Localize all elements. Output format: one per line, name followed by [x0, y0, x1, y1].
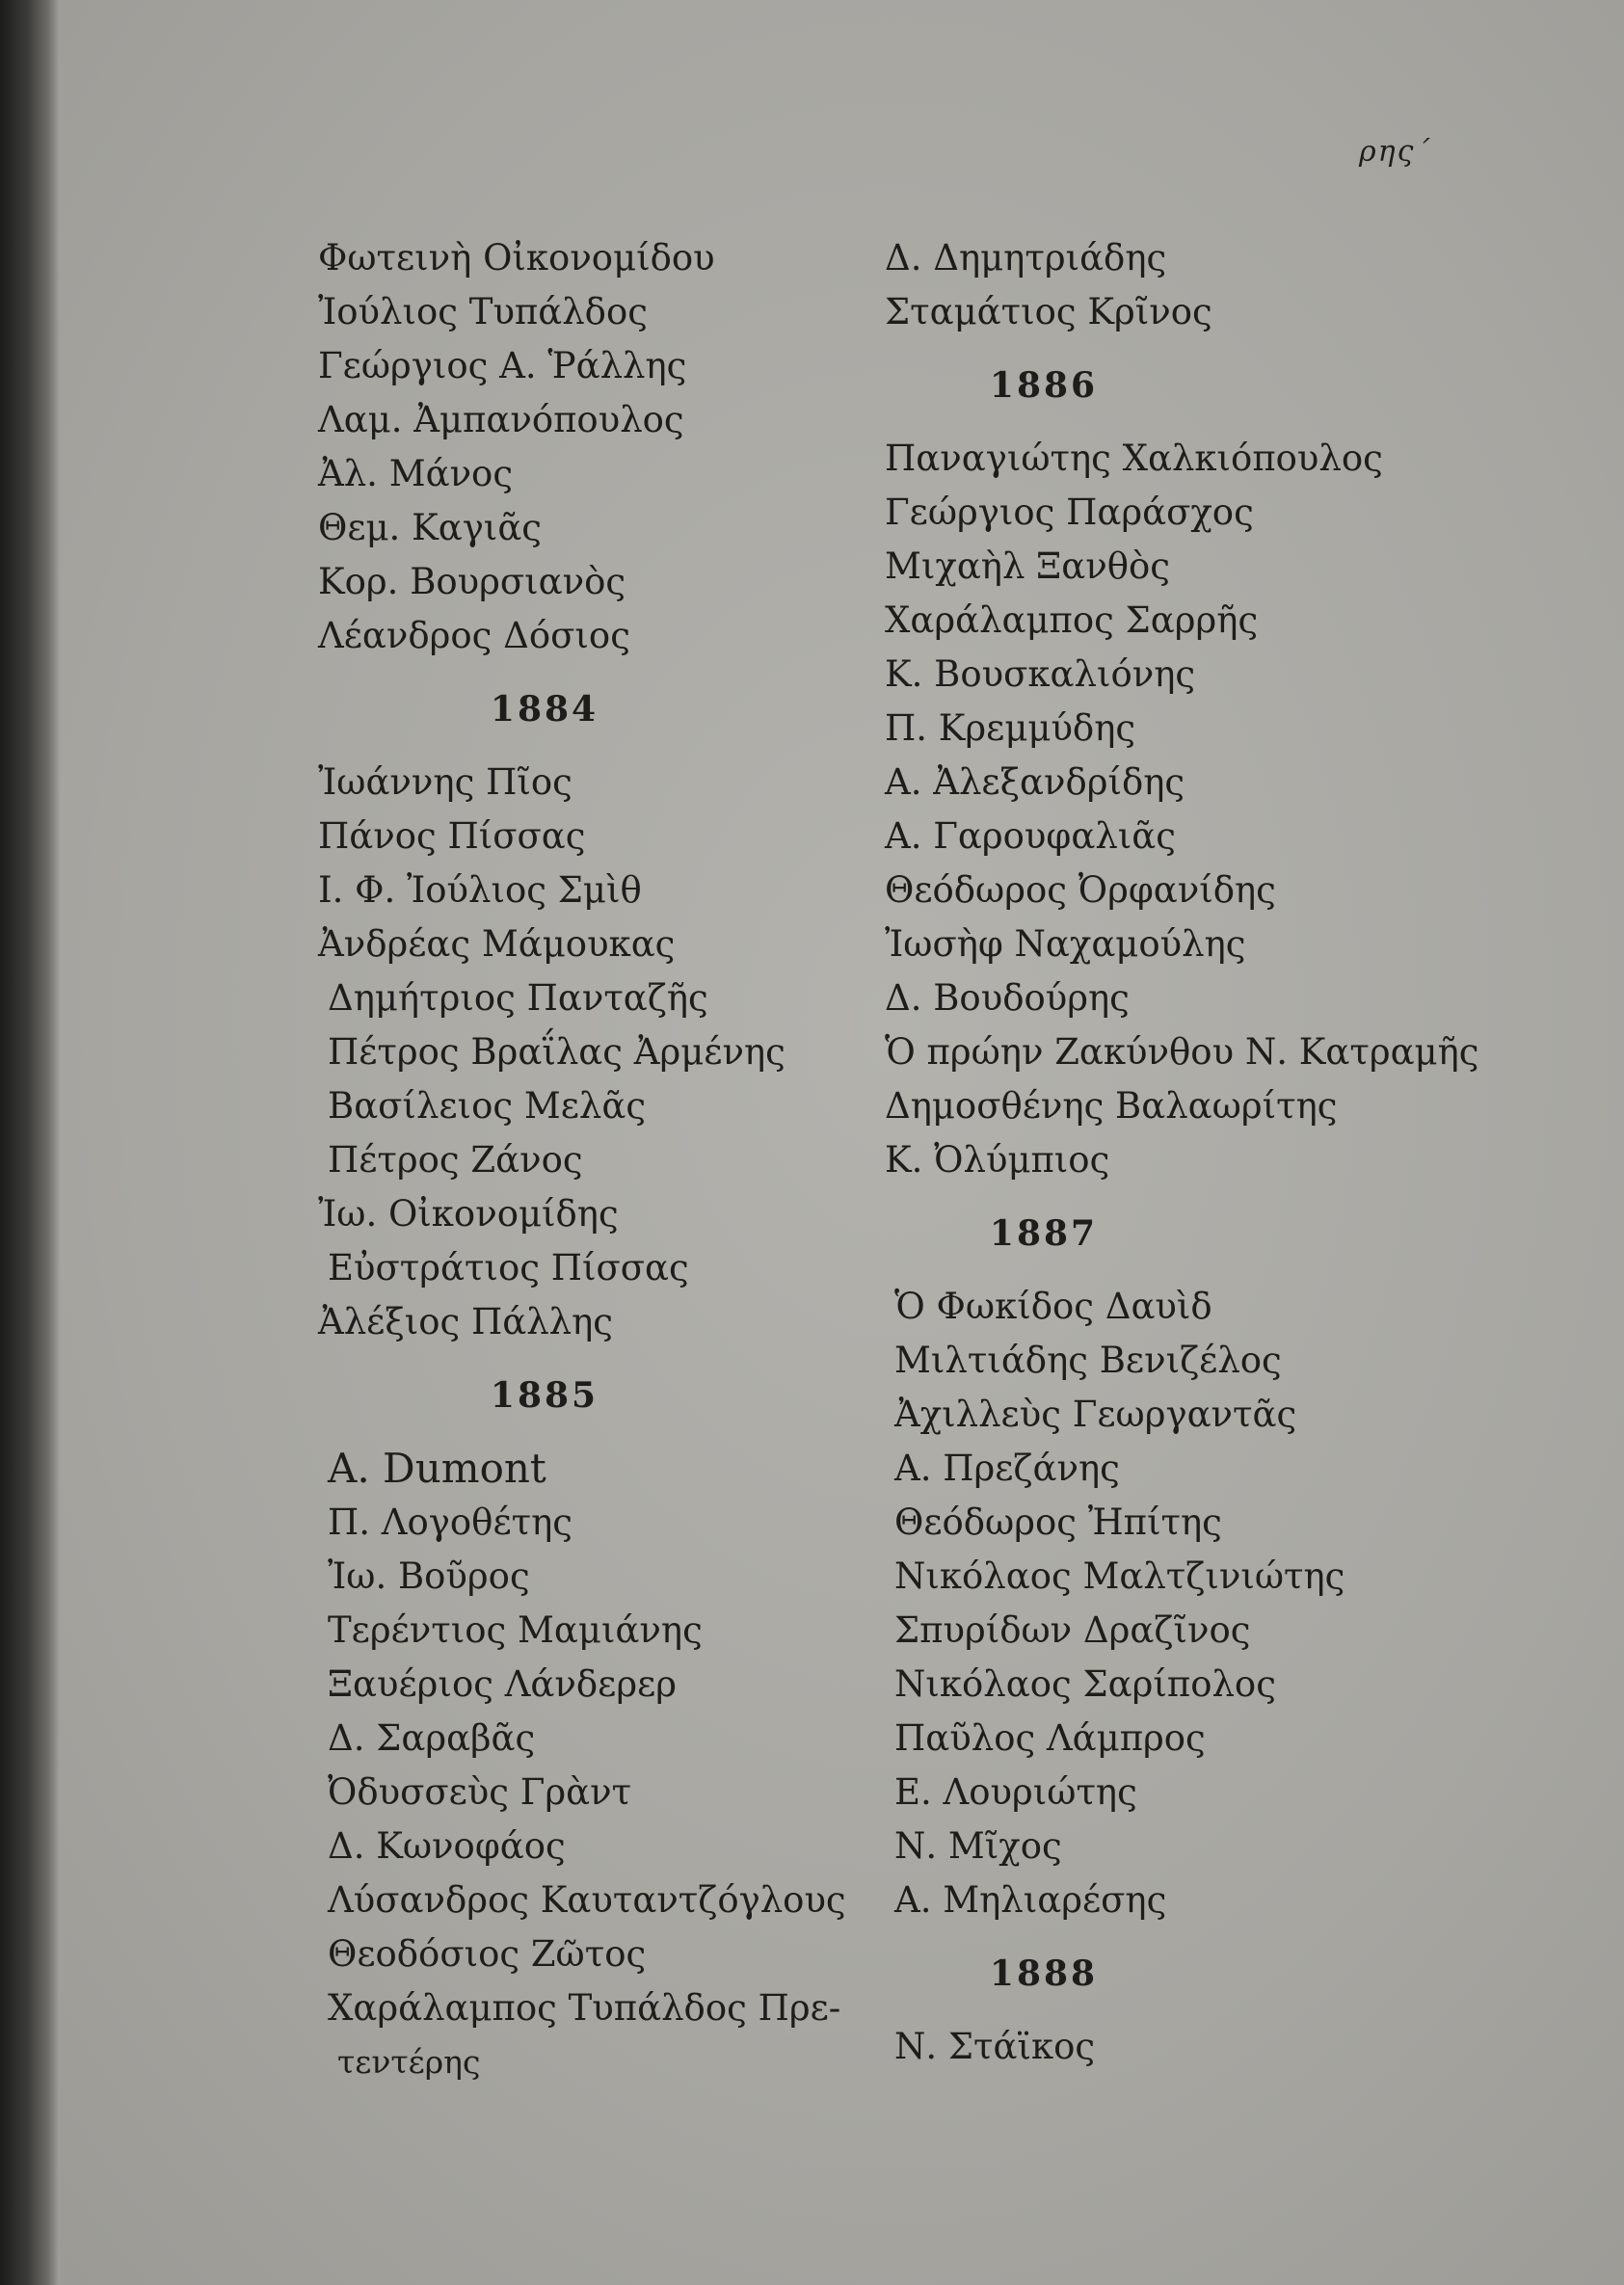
year-heading-1885: 1885	[490, 1375, 599, 1416]
list-item: Πέτρος Ζάνος	[328, 1139, 583, 1181]
list-item: Σταμάτιος Κρῖνος	[885, 291, 1212, 332]
year-heading-1884: 1884	[490, 689, 599, 730]
list-item: Παναγιώτης Χαλκιόπουλος	[885, 438, 1383, 479]
list-item: Θεόδωρος Ὀρφανίδης	[885, 869, 1276, 911]
right-column	[885, 231, 1502, 2074]
list-item: Θεμ. Καγιᾶς	[318, 507, 543, 548]
list-item: Α. Dumont	[328, 1445, 546, 1492]
list-item: Τερέντιος Μαμιάνης	[328, 1609, 703, 1651]
name-list-top	[318, 231, 858, 663]
list-item: Χαράλαμπος Σαρρῆς	[885, 599, 1259, 641]
list-item: Ὀδυσσεὺς Γρὰντ	[328, 1771, 632, 1813]
list-item: Εὐστράτιος Πίσσας	[328, 1247, 689, 1289]
list-item: Κ. Βουσκαλιόνης	[885, 653, 1196, 695]
list-item: Ὁ πρώην Ζακύνθου Ν. Κατραμῆς	[885, 1031, 1479, 1073]
left-column	[318, 231, 858, 2089]
list-item: Ἰωσὴφ Ναχαμούλης	[885, 923, 1246, 965]
list-item: Α. Γαρουφαλιᾶς	[885, 815, 1176, 857]
list-item: Δ. Βουδούρης	[885, 977, 1130, 1019]
list-item: Ἰω. Βοῦρος	[328, 1555, 530, 1597]
name-list-1886	[885, 432, 1502, 1187]
name-list-1885	[318, 1442, 858, 2089]
list-item: Α. Μηλιαρέσης	[894, 1879, 1167, 1921]
list-item: Κ. Ὀλύμπιος	[885, 1139, 1110, 1181]
list-item: Χαράλαμπος Τυπάλδος Πρε-	[328, 1987, 841, 2029]
year-heading-1888: 1888	[989, 1953, 1099, 1994]
page-number: ρης΄	[1359, 135, 1432, 169]
list-item: Ἰούλιος Τυπάλδος	[318, 291, 648, 332]
list-item: Λέανδρος Δόσιος	[318, 615, 630, 656]
year-heading-1887: 1887	[989, 1213, 1099, 1254]
list-item: Νικόλαος Μαλτζινιώτης	[894, 1555, 1345, 1597]
name-list-1888	[885, 2020, 1502, 2074]
list-item: Δημοσθένης Βαλαωρίτης	[885, 1085, 1338, 1127]
list-item: Δ. Δημητριάδης	[885, 237, 1167, 279]
list-item: Ν. Στάϊκος	[894, 2026, 1096, 2067]
list-item: Δ. Κωνοφάος	[328, 1825, 566, 1867]
list-item: Σπυρίδων Δραζῖνος	[894, 1609, 1251, 1651]
list-item: Πέτρος Βραΐλας Ἀρμένης	[328, 1031, 785, 1073]
name-list-1887	[885, 1280, 1502, 1927]
list-item: Λύσανδρος Καυταντζόγλους	[328, 1879, 846, 1921]
list-item: Π. Κρεμμύδης	[885, 707, 1136, 749]
list-item: Θεοδόσιος Ζῶτος	[328, 1933, 647, 1975]
book-spine-shadow	[0, 0, 60, 2285]
list-item: Π. Λογοθέτης	[328, 1501, 572, 1543]
name-list-top	[885, 231, 1502, 339]
list-item: Ι. Φ. Ἰούλιος Σμὶθ	[318, 869, 642, 911]
list-item: Ξαυέριος Λάνδερερ	[328, 1663, 678, 1705]
list-item: Κορ. Βουρσιανὸς	[318, 561, 626, 602]
list-item: Θεόδωρος Ἠπίτης	[894, 1501, 1222, 1543]
year-heading-1886: 1886	[989, 365, 1099, 406]
list-item: Δ. Σαραβᾶς	[328, 1717, 536, 1759]
list-item: Ἀχιλλεὺς Γεωργαντᾶς	[894, 1394, 1297, 1435]
list-item: Πάνος Πίσσας	[318, 815, 586, 857]
list-item: Α. Ἀλεξανδρίδης	[885, 761, 1185, 803]
list-item: Γεώργιος Παράσχος	[885, 492, 1254, 533]
list-item: Α. Πρεζάνης	[894, 1448, 1120, 1489]
list-item: Δημήτριος Πανταζῆς	[328, 977, 708, 1019]
list-item: Ἀλ. Μάνος	[318, 453, 514, 494]
list-item-continuation: τεντέρης	[337, 2043, 481, 2081]
list-item: Γεώργιος Α. Ῥάλλης	[318, 345, 687, 386]
list-item: Βασίλειος Μελᾶς	[328, 1085, 647, 1127]
list-item: Μιλτιάδης Βενιζέλος	[894, 1340, 1282, 1381]
list-item: Φωτεινὴ Οἰκονομίδου	[318, 237, 715, 279]
list-item: Μιχαὴλ Ξανθὸς	[885, 545, 1170, 587]
list-item: Λαμ. Ἀμπανόπουλος	[318, 399, 684, 440]
name-list-1884	[318, 756, 858, 1349]
list-item: Ε. Λουριώτης	[894, 1771, 1137, 1813]
list-item: Ἀνδρέας Μάμουκας	[318, 923, 676, 965]
list-item: Ἰωάννης Πῖος	[318, 761, 572, 803]
list-item: Ὁ Φωκίδος Δαυὶδ	[894, 1286, 1212, 1327]
list-item: Ν. Μῖχος	[894, 1825, 1062, 1867]
list-item: Νικόλαος Σαρίπολος	[894, 1663, 1276, 1705]
list-item: Ἰω. Οἰκονομίδης	[318, 1193, 619, 1235]
list-item: Ἀλέξιος Πάλλης	[318, 1301, 614, 1342]
list-item: Παῦλος Λάμπρος	[894, 1717, 1206, 1759]
